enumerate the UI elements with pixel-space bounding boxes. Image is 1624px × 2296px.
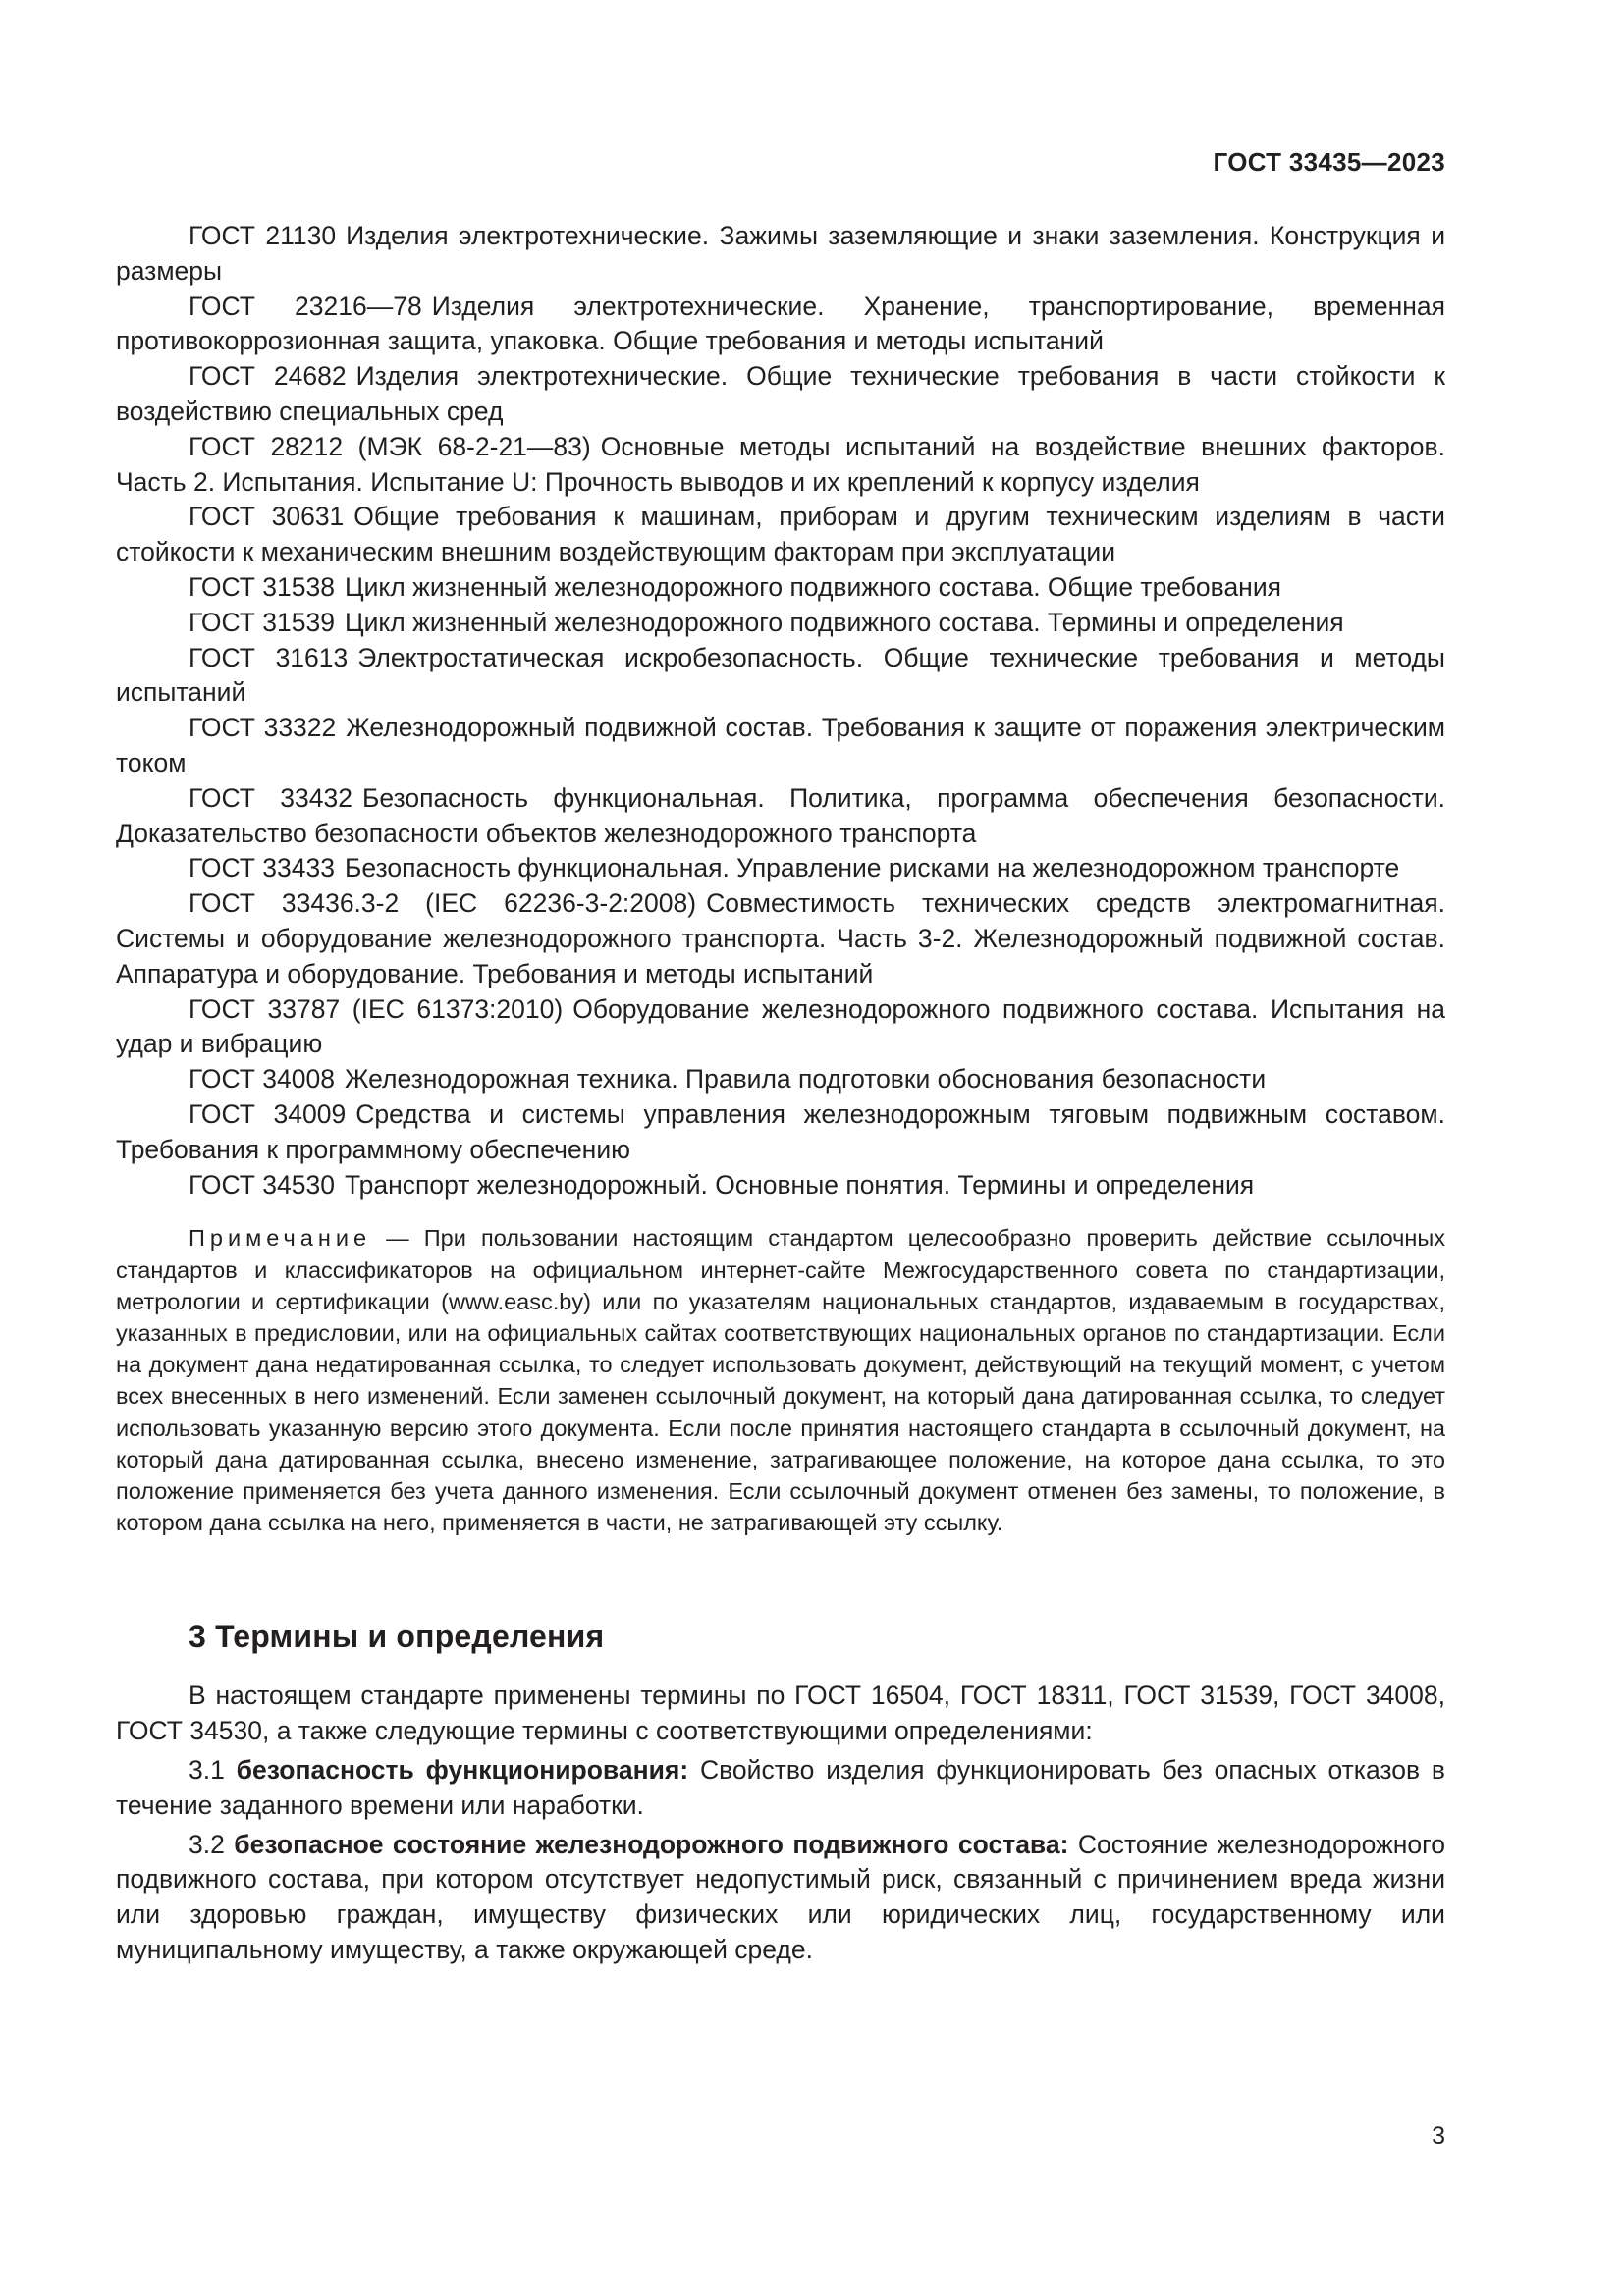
reference-title: Основные методы испытаний на воздействие внешних факторов. Часть 2. Испытания. Испытание U: Прочность выводов и их креплений к корпусу изделия <box>116 431 1445 497</box>
reference-title: Железнодорожная техника. Правила подготовки обоснования безопасности <box>344 1064 1267 1095</box>
reference-code: ГОСТ 23216—78 <box>189 291 422 321</box>
reference-title: Безопасность функциональная. Политика, программа обеспечения безопасности. Доказательство безопасности объектов железнодорожного транспорта <box>116 782 1445 848</box>
term-number: 3.2 <box>189 1829 225 1859</box>
document-header: ГОСТ 33435—2023 <box>1213 147 1445 177</box>
page-content <box>116 219 1445 1972</box>
reference-title: Изделия электротехнические. Зажимы заземляющие и знаки заземления. Конструкция и размеры <box>116 221 1445 286</box>
reference-code: ГОСТ 28212 (МЭК 68-2-21—83) <box>189 431 591 461</box>
reference-title: Изделия электротехнические. Общие технические требования в части стойкости к воздействию специальных сред <box>116 361 1445 426</box>
reference-code: ГОСТ 21130 <box>189 221 337 250</box>
reference-title: Электростатическая искробезопасность. Общие технические требования и методы испытаний <box>116 642 1445 708</box>
section-heading: 3 Термины и определения <box>189 1619 605 1655</box>
section-intro: В настоящем стандарте применены термины по ГОСТ 16504, ГОСТ 18311, ГОСТ 31539, ГОСТ 34008, ГОСТ 34530, а также следующие термины с соответствующими определениями: <box>116 1681 1445 1746</box>
term-text: Состояние железнодорожного подвижного состава, при котором отсутствует недопустимый риск, связанный с причинением вреда жизни или здоровью граждан, имуществу физических или юридических лиц, государственному или муниципальному имуществу, а также окружающей среде. <box>116 1829 1445 1964</box>
reference-title: Транспорт железнодорожный. Основные понятия. Термины и определения <box>344 1169 1255 1200</box>
reference-item <box>116 886 1445 991</box>
reference-title: Изделия электротехнические. Хранение, транспортирование, временная противокоррозионная защита, упаковка. Общие требования и методы испытаний <box>116 291 1446 356</box>
reference-item <box>116 1097 1445 1168</box>
reference-item <box>116 711 1445 781</box>
reference-title: Совместимость технических средств электромагнитная. Системы и оборудование железнодорожного транспорта. Часть 3-2. Железнодорожный подвижной состав. Аппаратура и оборудование. Требования и методы испытаний <box>116 888 1445 988</box>
reference-code: ГОСТ 31538 <box>189 571 335 602</box>
term-definition <box>116 1828 1445 1968</box>
term-name: безопасное состояние железнодорожного подвижного состава: <box>234 1829 1069 1859</box>
reference-item <box>116 1062 1445 1097</box>
term-text: Свойство изделия функционировать без опасных отказов в течение заданного времени или наработки. <box>116 1754 1445 1820</box>
reference-item <box>116 359 1445 430</box>
reference-code: ГОСТ 33436.3-2 (IEC 62236-3-2:2008) <box>189 888 697 919</box>
reference-code: ГОСТ 33432 <box>189 782 352 813</box>
reference-item <box>116 1168 1445 1203</box>
reference-title: Железнодорожный подвижной состав. Требования к защите от поражения электрическим током <box>116 713 1445 777</box>
normative-references-list <box>116 219 1445 1202</box>
reference-item <box>116 781 1445 852</box>
reference-item <box>116 290 1445 360</box>
reference-item <box>116 500 1445 570</box>
reference-code: ГОСТ 34530 <box>189 1169 335 1200</box>
reference-code: ГОСТ 34008 <box>189 1064 335 1095</box>
term-number: 3.1 <box>189 1754 225 1785</box>
reference-item <box>116 851 1445 886</box>
page-number: 3 <box>1432 2122 1445 2150</box>
reference-title: Оборудование железнодорожного подвижного состава. Испытания на удар и вибрацию <box>116 993 1446 1059</box>
term-definition <box>116 1753 1445 1824</box>
reference-item <box>116 606 1445 641</box>
reference-title: Средства и системы управления железнодорожным тяговым подвижным составом. Требования к программному обеспечению <box>116 1098 1445 1164</box>
reference-code: ГОСТ 33433 <box>189 853 335 883</box>
section-body <box>116 1679 1445 1967</box>
reference-code: ГОСТ 31539 <box>189 607 335 637</box>
reference-code: ГОСТ 24682 <box>189 361 347 392</box>
reference-code: ГОСТ 34009 <box>189 1098 347 1129</box>
reference-item <box>116 992 1445 1063</box>
note-label: Примечание <box>189 1225 372 1252</box>
reference-title: Общие требования к машинам, приборам и другим техническим изделиям в части стойкости к механическим внешним воздействующим факторам при эксплуатации <box>116 502 1445 567</box>
reference-title: Цикл жизненный железнодорожного подвижного состава. Термины и определения <box>344 607 1344 637</box>
note-paragraph <box>116 1222 1445 1538</box>
reference-item <box>116 570 1445 606</box>
reference-item <box>116 219 1445 290</box>
note-text: — При пользовании настоящим стандартом целесообразно проверить действие ссылочных стандартов и классификаторов на официальном интернет-сайте Межгосударственного совета по стандартизации, метрологии и сертификации (www.easc.by) или по указателям национальных стандартов, издаваемым в государствах, указанных в предисловии, или на официальных сайтах соответствующих национальных органов по стандартизации. Если на документ дана недатированная ссылка, то следует использовать документ, действующий на текущий момент, с учетом всех внесенных в него изменений. Если заменен ссылочный документ, на который дана датированная ссылка, то следует использовать указанную версию этого документа. Если после принятия настоящего стандарта в ссылочный документ, на который дана датированная ссылка, внесено изменение, затрагивающее положение, на которое дана ссылка, то это положение применяется без учета данного изменения. Если ссылочный документ отменен без замены, то положение, в котором дана ссылка на него, применяется в части, не затрагивающей эту ссылку. <box>116 1225 1445 1536</box>
term-name: безопасность функционирования: <box>236 1754 689 1785</box>
reference-title: Цикл жизненный железнодорожного подвижного состава. Общие требования <box>344 571 1281 602</box>
reference-item <box>116 430 1445 501</box>
reference-item <box>116 641 1445 712</box>
reference-code: ГОСТ 31613 <box>189 642 349 672</box>
reference-code: ГОСТ 33787 (IEC 61373:2010) <box>189 993 564 1024</box>
reference-code: ГОСТ 33322 <box>189 713 337 743</box>
reference-title: Безопасность функциональная. Управление рисками на железнодорожном транспорте <box>344 853 1400 883</box>
reference-code: ГОСТ 30631 <box>189 502 345 532</box>
